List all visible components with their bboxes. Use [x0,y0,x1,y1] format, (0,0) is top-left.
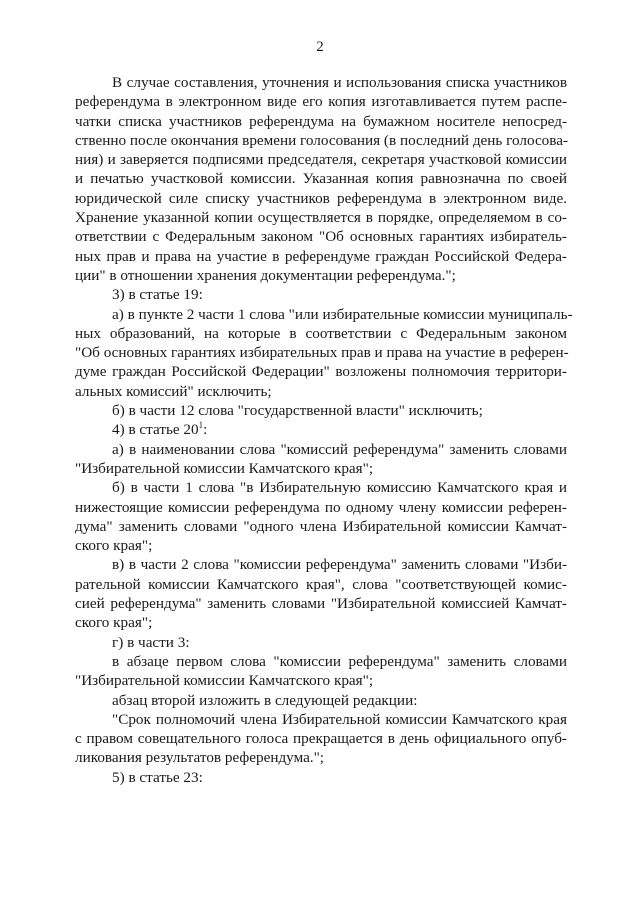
text-line: абзац второй изложить в следующей редакции: [112,691,418,709]
text-line: ского края"; [75,614,153,632]
text-line: ных образований, на которые в соответствии с Федеральным законом [75,324,567,342]
text-line: б) в части 12 слова "государственной власти" исключить; [112,402,483,420]
text-line: ных прав и права на участие в референдуме граждан Российской Федера- [75,247,567,265]
text-line: ции" в отношении хранения документации референдума."; [75,266,456,284]
paragraph [75,691,567,710]
paragraph [75,440,567,479]
page-number: 2 [316,39,324,55]
text-line: и печатью участковой комиссии. Указанная копия равнозначна по своей [75,170,567,188]
text-line: ответствии с Федеральным законом "Об основных гарантиях избиратель- [75,228,567,246]
text-line: Хранение указанной копии осуществляется в порядке, определяемом в со- [75,209,567,227]
text-line: б) в части 1 слова "в Избирательную комиссию Камчатского края и [112,479,567,497]
text-line: альных комиссий" исключить; [75,382,272,400]
paragraph [75,633,567,652]
text-line: нижестоящие комиссии референдума по одному члену комиссии референ- [75,498,567,516]
paragraph [75,401,567,420]
text-line: в абзаце первом слова "комиссии референдума" заменить словами [112,652,567,670]
paragraph [75,555,567,632]
text-line: 3) в статье 19: [112,286,203,304]
text-line: с правом совещательного голоса прекращается в день официального опуб- [75,730,567,748]
text-line: а) в пункте 2 части 1 слова "или избирательные комиссии муниципаль- [112,305,573,323]
text-line [75,420,567,439]
text-line: "Избирательной комиссии Камчатского края"; [75,672,374,690]
article-heading-text: 4) в статье 20 [112,421,199,439]
text-line: думе граждан Российской Федерации" возложены полномочия территори- [75,363,567,381]
text-line: В случае составления, уточнения и использования списка участников [112,74,567,91]
text-line: "Об основных гарантиях избирательных прав и права на участие в референ- [75,344,569,362]
text-line: рательной комиссии Камчатского края", слова "соответствующей комис- [75,575,567,593]
text-line: чатки списка участников референдума на бумажном носителе непосред- [75,112,567,130]
text-line: "Срок полномочий члена Избирательной комиссии Камчатского края [112,710,567,728]
document-body [75,73,573,787]
paragraph [75,305,573,401]
paragraph [75,285,567,304]
text-line: ния) и заверяется подписями председателя, секретаря участковой комиссии [75,151,567,169]
article-heading-colon: : [203,421,208,439]
text-line: в) в части 2 слова "комиссии референдума" заменить словами "Изби- [112,556,567,574]
text-line: референдума в электронном виде его копия изготавливается путем распе- [75,93,567,111]
text-line: а) в наименовании слова "комиссий референдума" заменить словами [112,440,567,458]
superscript: 1 [198,420,204,431]
paragraph [75,652,567,691]
text-line: ликования результатов референдума."; [75,749,325,767]
text-line: г) в части 3: [112,633,190,651]
text-line: сией референдума" заменить словами "Избирательной комиссией Камчат- [75,595,567,613]
paragraph [75,420,567,439]
paragraph [75,768,567,787]
paragraph [75,73,567,285]
text-line: ского края"; [75,537,153,555]
text-line: юридической силе списку участников референдума в электронном виде. [75,189,567,207]
text-line: "Избирательной комиссии Камчатского края"; [75,459,374,477]
paragraph [75,478,567,555]
paragraph [75,710,567,768]
text-line: дума" заменить словами "одного члена Избирательной комиссии Камчат- [75,517,567,535]
text-line: ственно после окончания времени голосования (в последний день голосова- [75,131,569,149]
text-line: 5) в статье 23: [112,768,203,786]
